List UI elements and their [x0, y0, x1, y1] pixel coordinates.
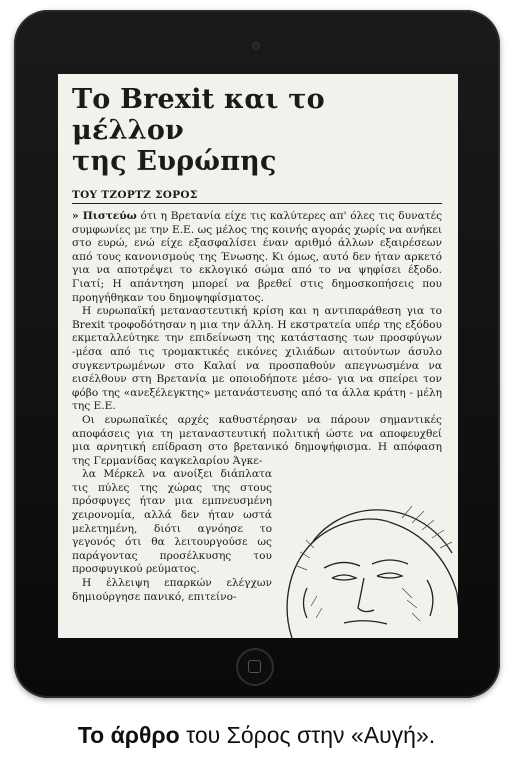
caption-bold: Το άρθρο: [77, 722, 180, 748]
image-caption: [0, 722, 513, 749]
headline-line-1: Το Brexit και το μέλλον: [72, 84, 325, 146]
paragraph-2: Η ευρωπαϊκή μεταναστευτική κρίση και η αντιπαράθεση για το Brexit τροφοδότησαν η μια την άλλη. Η εκστρατεία υπέρ της εξόδου εκμεταλλεύτηκε την επιδείνωση της κατάστασης των προσφύγων -μέσα από τις τρομακτικές εικόνες χιλιάδων αιτούντων άσυλο συγκεντρωμένων στο Καλαί να προσπαθούν απεγνωσμένα να εισέλθουν στη Βρετανία με οποιοδήποτε μέσο- για να σπείρει τον φόβο της «ανεξέλεγκτης» μετανάστευσης από τα άλλα κράτη - μέλη της Ε.Ε.: [72, 305, 442, 413]
home-button: [236, 648, 274, 686]
headline-line-2: της Ευρώπης: [72, 146, 277, 177]
paragraph-3: Οι ευρωπαϊκές αρχές καθυστέρησαν να πάρουν σημαντικές αποφάσεις για τη μεταναστευτική πολιτική ώστε να αποφευχθεί μια αρνητική επίδραση στο βρετανικό δημοψήφισμα. Η απόφαση της Γερμανίδας καγκελαρίου Άγκε-: [72, 413, 442, 467]
text-wrap-area: [72, 468, 442, 604]
paragraph-3-continued: λα Μέρκελ να ανοίξει διάπλατα τις πύλες της χώρας της στους πρόσφυγες ήταν μια εμπνευσμένη χειρονομία, αλλά δεν ήταν ωστά μελετημένη, διότι αγνόησε το γεγονός ότι θα λειτουργούσε ως παράγοντας προσέλκυσης του προσφυγικού ρεύματος.: [72, 468, 272, 576]
paragraph-1: » Πιστεύω ότι η Βρετανία είχε τις καλύτερες απ' όλες τις δυνατές συμφωνίες με την Ε.Ε. ως μέλος της κοινής αγοράς χωρίς να ανήκει στο ευρώ, ενώ είχε εξασφαλίσει έναν αριθμό άλλων εξαιρέσεων από τους κανονισμούς της Ένωσης. Κι όμως, αυτό δεν ήταν αρκετό για να αποτρέψει το εκλογικό σώμα από το να ψηφίσει έξοδο. Γιατί; Η απάντηση μπορεί να βρεθεί στις δημοσκοπήσεις που προηγήθηκαν του δημοψηφίσματος.: [72, 210, 443, 304]
newspaper-article: [72, 84, 442, 604]
portrait-illustration: [252, 468, 458, 638]
tablet-screen: [58, 74, 458, 638]
article-headline: [72, 84, 442, 177]
paragraph-4: Η έλλειψη επαρκών ελέγχων δημιούργησε πανικό, επιτείνο-: [72, 577, 272, 603]
article-body: [72, 210, 442, 604]
front-camera: [252, 42, 260, 50]
caption-rest: του Σόρος στην «Αυγή».: [179, 722, 436, 748]
lead-marker: » Πιστεύω: [72, 210, 137, 222]
article-byline: ΤΟΥ ΤΖΟΡΤΖ ΣΟΡΟΣ: [72, 189, 442, 204]
home-square-icon: [248, 660, 261, 673]
tablet-device: [14, 10, 500, 698]
